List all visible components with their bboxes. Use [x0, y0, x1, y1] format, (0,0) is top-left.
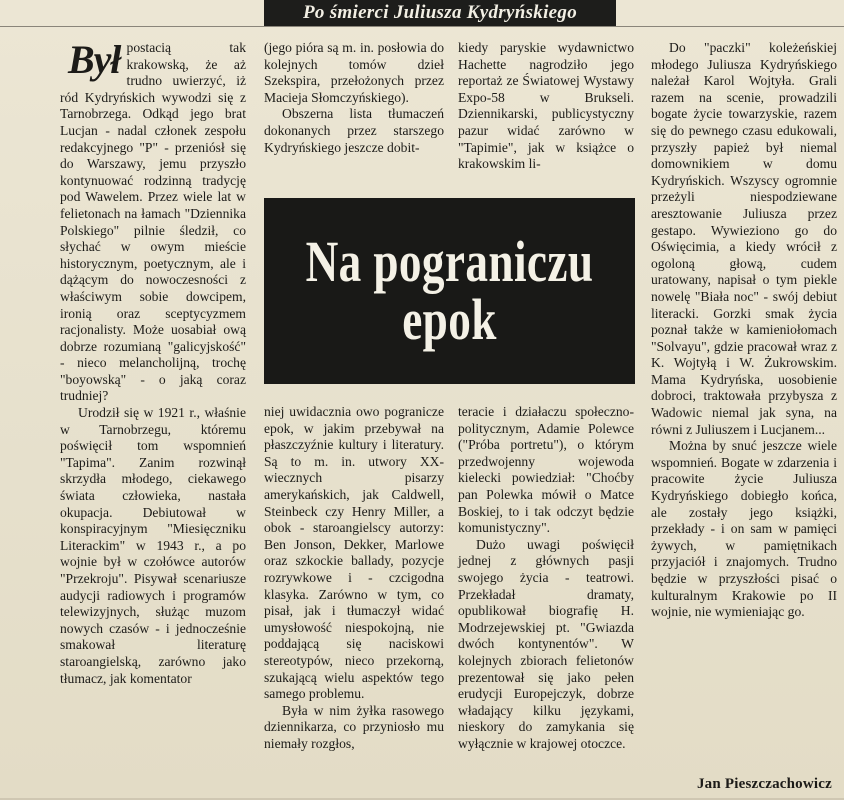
column-1 [60, 37, 246, 687]
author-byline: Jan Pieszczachowicz [696, 776, 832, 792]
col1-paragraph-2: Urodził się w 1921 r., właśnie w Tarnobrzegu, któremu poświęcił tom wspomnień "Tapima". Zanim rozwinął skrzydła młodego, ciekawego świata człowieka, nastała okupacja. Debiutował w konspiracyjnym "Miesięczniku Literackim" w 1943 r., a po wojnie był w czołówce autorów "Przekroju". Pisywał scenariusze audycji radiowych i programów telewizyjnych, służąc muzom nowych czasów - i jednocześnie smakował literaturę staroangielską, zarówno jako tłumacz, jak komentator [60, 405, 246, 686]
headline-line-1: Na pograniczu [305, 229, 594, 294]
col4-paragraph-2: Można by snuć jeszcze wiele wspomnień. Bogate w zdarzenia i pracowite życie Juliusza Kydryńskiego dobiegło końca, ale zostały jego książki, przekłady - i on sam w pamięci żywych, w pamiętnikach przyjaciół i znajomych. Trudno będzie w przyszłości pisać o kulturalnym Krakowie po II wojnie, nie wymieniając go. [651, 438, 837, 620]
col3-paragraph-1: kiedy paryskie wydawnictwo Hachette nagrodziło jego reportaż ze Światowej Wystawy Expo-58 w Brukseli. Dziennikarski, publicystyczny pazur widać zarówno w "Tapimie", jak w książce o krakowskim li- [458, 40, 634, 172]
col2b-paragraph-2: Była w nim żyłka rasowego dziennikarza, co przyniosło mu niemały rozgłos, [264, 702, 444, 751]
column-3-top [458, 40, 634, 173]
col2b-paragraph-1: niej uwidacznia owo pogranicze epok, w jakim przebywał na płaszczyźnie kultury i literatury. Są to m. in. utwory XX-wiecznych pisarzy amerykańskich, jak Caldwell, Steinbeck czy Henry Miller, a obok - staroangielscy autorzy: Ben Jonson, Dekker, Marlowe oraz szkockie ballady, pozycje rozrywkowe i - czcigodna klasyka. Zarówno w tym, co pisał, jak i tłumaczył widać umysłowość niespokojną, nie poddającą się naciskowi stereotypów, nieco przekorną, szukającą wielu aspektów tego samego problemu. [264, 404, 444, 702]
column-2-top [264, 40, 444, 156]
column-2-bottom [264, 404, 444, 752]
section-kicker: Po śmierci Juliusza Kydryńskiego [264, 0, 616, 26]
column-4 [651, 40, 837, 621]
col1-paragraph-1: postacią tak krakowską, że aż trudno uwierzyć, iż ród Kydryńskich wywodzi się z Tarnobrzega. Odkąd jego brat Lucjan - nadal członek zespołu redakcyjnego "P" - przeniósł się do Warszawy, jemu przyszło kontynuować rodzinną tradycję pod Wawelem. Przez wiele lat w felietonach na łamach "Dziennika Polskiego" pilnie śledził, co słychać w owym mieście historycznym, poetycznym, ale i dążącym do nowoczesności z właściwym sobie dowcipem, ironią oraz sceptycyzmem racjonalisty. Może uosabiał ową dobrze rozumianą "galicyjskość" - nieco melancholijną, trochę "boyowską" - o jaką coraz trudniej? [60, 40, 246, 404]
top-rule [0, 26, 844, 27]
headline-box [264, 198, 635, 384]
column-3-bottom [458, 404, 634, 752]
headline [265, 229, 634, 352]
col3b-paragraph-1: teracie i działaczu społeczno-politycznym, Adamie Polewce ("Próba portretu"), o którym przedwojenny wojewoda kielecki powiedział: "Choćby pan Polewka mówił o Matce Boskiej, to i tak odczyt będzie komunistyczny". [458, 404, 634, 536]
col2-paragraph-1: (jego pióra są m. in. posłowia do kolejnych tomów dzieł Szekspira, przełożonych przez Macieja Słomczyńskiego). [264, 40, 444, 105]
col4-paragraph-1: Do "paczki" koleżeńskiej młodego Juliusza Kydryńskiego należał Karol Wojtyła. Grali razem na scenie, prowadzili bogate życie towarzyskie, razem się do pewnego czasu edukowali, przyszły papież był niemal domownikiem w domu Kydryńskich. Wszyscy ogromnie przeżyli niespodziewane aresztowanie Juliusza przez gestapo. Wywieziono go do Oświęcimia, a kiedy wrócił z ogoloną głową, cudem uratowany, napisał o tym piekle nowelę "Biała noc" - swój debiut literacki. Gorzki smak życia poznał także w kamieniołomach "Solvayu", gdzie pracował wraz z K. Wojtyłą i W. Żukrowskim. Mama Kydryńska, uosobienie dobroci, traktowała przybysza z Wadowic niemal jak syna, na równi z Juliuszem i Lucjanem... [651, 40, 837, 437]
headline-line-2: epok [402, 287, 497, 352]
dropcap-word: Był [68, 37, 121, 82]
col2-paragraph-2: Obszerna lista tłumaczeń dokonanych przez starszego Kydryńskiego jeszcze dobit- [264, 106, 444, 155]
col3b-paragraph-2: Dużo uwagi poświęcił jednej z głównych pasji swojego życia - teatrowi. Przekładał dramaty, opublikował biografię H. Modrzejewskiej pt. "Gwiazda dwóch kontynentów". W kolejnych zbiorach felietonów prezentował się jako pełen erudycji Europejczyk, dobrze władający kilku językami, nieskory do zamykania się wyłącznie w krajowej otoczce. [458, 536, 634, 751]
